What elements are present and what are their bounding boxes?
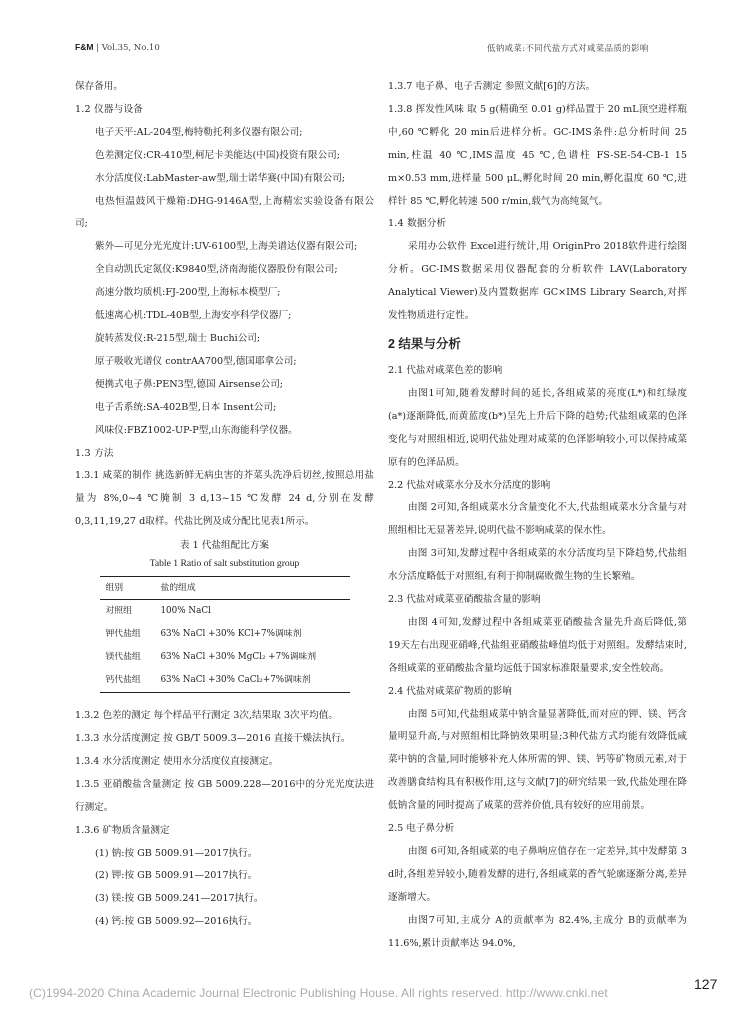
right-column: [388, 76, 687, 956]
journal-abbr: F&M: [75, 42, 94, 52]
table-row: [100, 669, 350, 693]
paragraph: 1.3.2 色差的测定 每个样品平行测定 3次,结果取 3次平均值。: [75, 710, 338, 722]
running-title: 低钠咸菜:不同代盐方式对咸菜品质的影响: [487, 44, 649, 54]
copyright-footer: (C)1994-2020 China Academic Journal Electronic Publishing House. All rights reserved. http://www.cnki.net: [29, 986, 608, 1000]
paragraph: 1.3.4 水分活度测定 使用水分活度仪直接测定。: [75, 755, 279, 767]
paragraph: 由图7可知,主成分 A的贡献率为 82.4%,主成分 B的贡献率为 11.6%,累计贡献率达 94.0%,: [388, 914, 687, 949]
journal-header: [75, 42, 160, 53]
paragraph: (2) 钾:按 GB 5009.91—2017执行。: [95, 870, 258, 882]
paragraph: 由图 5可知,代盐组咸菜中钠含量显著降低,而对应的钾、镁、钙含量明显升高,与对照组相比降钠效果明显;3种代盐方式均能有效降低咸菜中钠的含量,同时能够补充人体所需的钾、镁、钙等矿物质元素,对于改善膳食结构具有积极作用,这与文献[7]的研究结果一致,代盐处理在降低钠含量的同时提高了咸菜的营养价值,具有较好的应用前景。: [388, 708, 687, 812]
table-row: [100, 646, 350, 669]
paragraph: 2.3 代盐对咸菜亚硝酸盐含量的影响: [388, 594, 541, 606]
paragraph: 全自动凯氏定氮仪:K9840型,济南海能仪器股份有限公司;: [95, 264, 338, 276]
paragraph: 采用办公软件 Excel进行统计,用 OriginPro 2018软件进行绘图分析。GC-IMS数据采用仪器配套的分析软件 LAV(Laboratory Analytical Viewer)及内置数据库 GC×IMS Library Search,对挥发性物质进行定性。: [388, 241, 687, 322]
paragraph: 色差测定仪:CR-410型,柯尼卡美能达(中国)投资有限公司;: [95, 149, 340, 161]
paragraph: 1.3.8 挥发性风味 取 5 g(精确至 0.01 g)样品置于 20 mL顶空进样瓶中,60 ℃孵化 20 min后进样分析。GC-IMS条件:总分析时间 25 min,柱温 40 ℃,IMS温度 45 ℃,色谱柱 FS-SE-54-CB-1 15 m×0.53 mm,进样量 500 μL,孵化时间 20 min,孵化温度 60 ℃,进样针 85 ℃,孵化转速 500 r/min,载气为高纯氮气。: [388, 103, 687, 207]
section-heading: 1.3 方法: [75, 447, 114, 459]
paragraph: 高速分散均质机:FJ-200型,上海标本模型厂;: [95, 287, 281, 299]
section-heading: 1.2 仪器与设备: [75, 103, 144, 115]
section-heading: 2 结果与分析: [388, 336, 461, 351]
paragraph: (1) 钠:按 GB 5009.91—2017执行。: [95, 847, 258, 859]
paragraph: 水分活度仪:LabMaster-aw型,瑞士诺华赛(中国)有限公司;: [95, 172, 346, 184]
table-header-group: 组别: [100, 577, 155, 600]
journal-volume: | Vol.35, No.10: [93, 43, 160, 53]
paragraph: (3) 镁:按 GB 5009.241—2017执行。: [95, 893, 264, 905]
table-cell: 100% NaCl: [160, 606, 211, 617]
page-number: 127: [694, 976, 718, 992]
paragraph: 2.5 电子鼻分析: [388, 823, 455, 835]
paragraph: 2.2 代盐对咸菜水分及水分活度的影响: [388, 479, 551, 491]
paragraph: (4) 钙:按 GB 5009.92—2016执行。: [95, 916, 258, 928]
paragraph: 电热恒温鼓风干燥箱:DHG-9146A型,上海精宏实验设备有限公司;: [75, 195, 374, 230]
paragraph: 1.3.3 水分活度测定 按 GB/T 5009.3—2016 直接干燥法执行。: [75, 733, 351, 745]
paragraph: 风味仪:FBZ1002-UP-P型,山东海能科学仪器。: [95, 424, 298, 436]
table-title-en: Table 1 Ratio of salt substitution group: [149, 558, 300, 570]
paragraph: 由图 2可知,各组咸菜水分含量变化不大,代盐组咸菜水分含量与对照组相比无显著差异,说明代盐不影响咸菜的保水性。: [388, 502, 687, 537]
table-cell: 镁代盐组: [105, 652, 141, 663]
table-cell: 63% NaCl +30% MgCl₂ +7%调味剂: [160, 652, 317, 663]
table-cell: 钾代盐组: [105, 629, 141, 640]
table-row: [100, 623, 350, 646]
table-title-cn: 表 1 代盐组配比方案: [180, 540, 269, 552]
paragraph: 2.4 代盐对咸菜矿物质的影响: [388, 685, 512, 697]
table-cell: 对照组: [105, 606, 132, 617]
table-header-composition: 盐的组成: [154, 577, 349, 600]
paragraph: 紫外—可见分光光度计:UV-6100型,上海美谱达仪器有限公司;: [95, 241, 358, 253]
paragraph: 1.3.6 矿物质含量测定: [75, 824, 170, 836]
paragraph: 由图 3可知,发酵过程中各组咸菜的水分活度均呈下降趋势,代盐组水分活度略低于对照组,有利于抑制腐败微生物的生长繁殖。: [388, 548, 687, 583]
paragraph: 由图 4可知,发酵过程中各组咸菜亚硝酸盐含量先升高后降低,第 19天左右出现亚硝峰,代盐组亚硝酸盐峰值均低于对照组。发酵结束时,各组咸菜的亚硝酸盐含量均远低于国家标准限量要求,安全性较高。: [388, 616, 687, 674]
paragraph: 原子吸收光谱仪 contrAA700型,德国耶拿公司;: [95, 355, 297, 367]
paragraph: 由图 6可知,各组咸菜的电子鼻响应值存在一定差异,其中发酵第 3 d时,各组差异较小,随着发酵的进行,各组咸菜的香气轮廓逐渐分离,差异逐渐增大。: [388, 846, 687, 903]
left-column: [75, 76, 374, 934]
paragraph: 1.3.7 电子鼻、电子舌测定 参照文献[6]的方法。: [388, 81, 596, 92]
paragraph: 1.3.1 咸菜的制作 挑选新鲜无病虫害的芥菜头洗净后切丝,按照总用盐量为 8%,0~4 ℃腌制 3 d,13~15 ℃发酵 24 d,分别在发酵 0,3,11,19,27 d取样。代盐比例及成分配比见表1所示。: [75, 470, 374, 528]
paragraph: 电子天平:AL-204型,梅特勒托利多仪器有限公司;: [95, 126, 303, 138]
paragraph: 电子舌系统:SA-402B型,日本 Insent公司;: [95, 401, 277, 413]
paragraph: 旋转蒸发仪:R-215型,瑞士 Buchi公司;: [95, 332, 261, 344]
salt-ratio-table: [100, 576, 350, 693]
paragraph: 2.1 代盐对咸菜色差的影响: [388, 364, 503, 376]
section-heading: 1.4 数据分析: [388, 218, 447, 230]
table-cell: 钙代盐组: [100, 669, 155, 693]
table-cell: 63% NaCl +30% CaCl₂+7%调味剂: [154, 669, 349, 693]
paragraph: 1.3.5 亚硝酸盐含量测定 按 GB 5009.228—2016中的分光光度法进行测定。: [75, 778, 374, 813]
table-row: [100, 600, 350, 624]
table-cell: 63% NaCl +30% KCl+7%调味剂: [160, 629, 302, 640]
paragraph: 保存备用。: [75, 81, 123, 92]
paragraph: 便携式电子鼻:PEN3型,德国 Airsense公司;: [95, 378, 284, 390]
table-1: [75, 536, 374, 693]
paragraph: 由图1可知,随着发酵时间的延长,各组咸菜的亮度(L*)和红绿度(a*)逐渐降低,而黄蓝度(b*)呈先上升后下降的趋势;代盐组咸菜的色泽变化与对照组相近,说明代盐处理对咸菜的色泽影响较小,可以保持咸菜原有的色泽品质。: [388, 387, 687, 468]
paragraph: 低速离心机:TDL-40B型,上海安亭科学仪器厂;: [95, 310, 292, 322]
